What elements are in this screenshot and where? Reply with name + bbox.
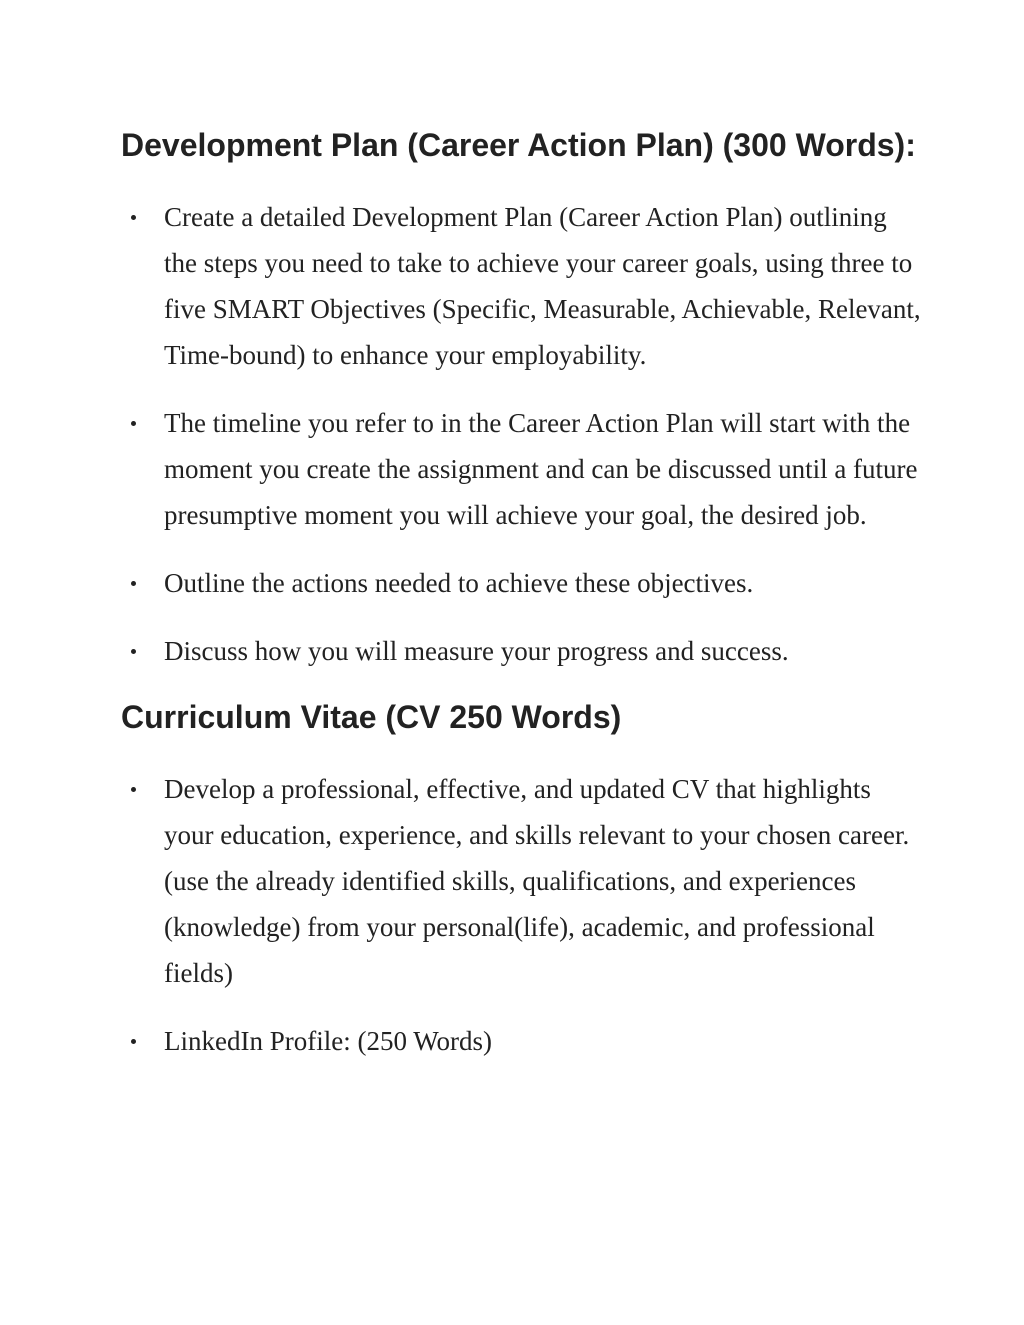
list-item bbox=[121, 560, 921, 606]
development-plan-list bbox=[121, 194, 921, 674]
list-item-text: Create a detailed Development Plan (Career Action Plan) outlining the steps you need to take to achieve your career goals, using three to five SMART Objectives (Specific, Measurable, Achievable, Relevant, Time-bound) to enhance your employability. bbox=[164, 202, 921, 370]
bullet-icon bbox=[131, 581, 136, 586]
list-item bbox=[121, 766, 921, 996]
list-item-text: LinkedIn Profile: (250 Words) bbox=[164, 1026, 493, 1056]
bullet-icon bbox=[131, 421, 136, 426]
list-item bbox=[121, 400, 921, 538]
section-heading-curriculum-vitae: Curriculum Vitae (CV 250 Words) bbox=[121, 699, 622, 735]
list-item-text: Outline the actions needed to achieve these objectives. bbox=[164, 568, 754, 598]
bullet-icon bbox=[131, 787, 136, 792]
list-item-text: The timeline you refer to in the Career Action Plan will start with the moment you create the assignment and can be discussed until a future presumptive moment you will achieve your goal, the desired job. bbox=[164, 408, 918, 530]
bullet-icon bbox=[131, 649, 136, 654]
list-item-text: Develop a professional, effective, and updated CV that highlights your education, experience, and skills relevant to your chosen career. (use the already identified skills, qualifications, and experiences (knowledge) from your personal(life), academic, and professional fields) bbox=[164, 774, 910, 988]
list-item bbox=[121, 628, 921, 674]
document-content bbox=[121, 124, 921, 1064]
section-heading-development-plan: Development Plan (Career Action Plan) (300 Words): bbox=[121, 127, 916, 163]
curriculum-vitae-list bbox=[121, 766, 921, 1064]
list-item bbox=[121, 194, 921, 378]
bullet-icon bbox=[131, 215, 136, 220]
list-item-text: Discuss how you will measure your progress and success. bbox=[164, 636, 789, 666]
bullet-icon bbox=[131, 1039, 136, 1044]
list-item bbox=[121, 1018, 921, 1064]
